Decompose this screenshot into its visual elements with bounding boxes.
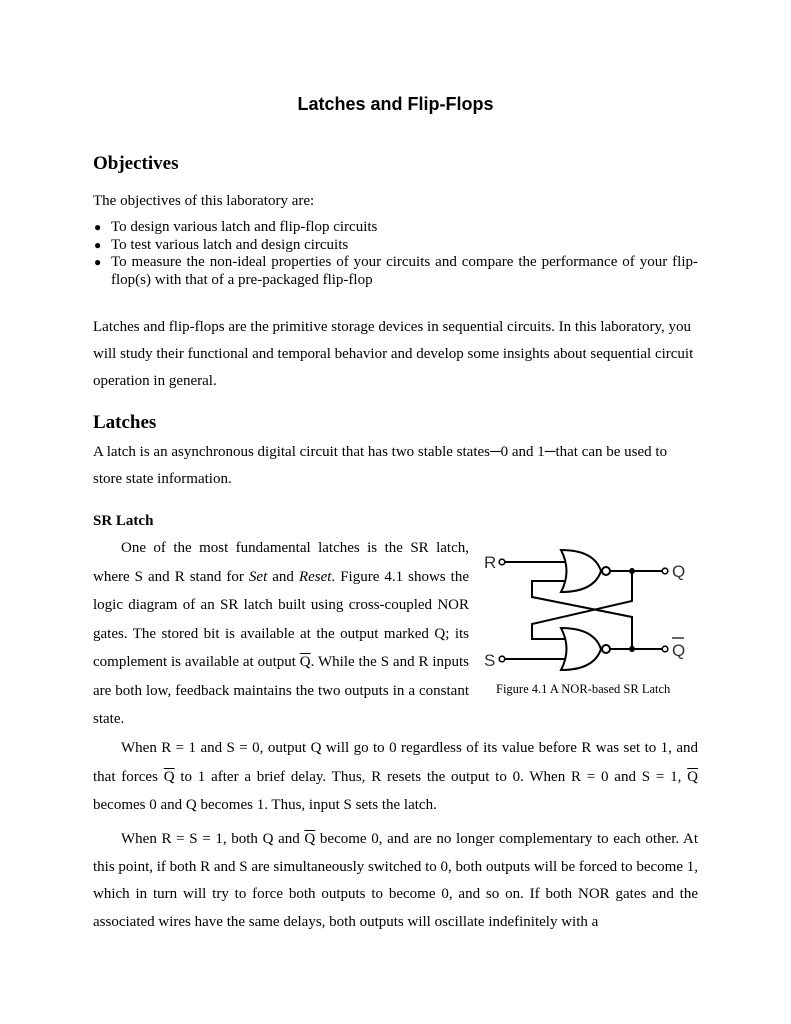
nor-bottom-bubble <box>602 645 610 653</box>
label-s: S <box>484 651 496 670</box>
list-item: ● To design various latch and flip-flop circuits <box>94 219 378 235</box>
junction-dot-qbar <box>629 646 635 652</box>
sr-paragraph-2: When R = 1 and S = 0, output Q will go to 0 regardless of its value before R was set to 1, and that forces $\overline{Q}$ to 1 after a brief delay. Thus, R resets the output to 0. When R = 0 and S = 1, $\overline{Q}$ becomes 0 and Q becomes 1. Thus, input S sets the latch. <box>93 740 698 813</box>
latches-paragraph: A latch is an asynchronous digital circuit that has two stable states─0 and 1─that can be used to store state information. <box>93 444 668 487</box>
bullet-icon: ● <box>94 237 102 252</box>
nor-top-bubble <box>602 567 610 575</box>
s-terminal <box>499 656 505 662</box>
bullet-icon: ● <box>94 220 102 234</box>
q-terminal <box>662 568 668 574</box>
sr-paragraph-3: When R = S = 1, both Q and $\overline{Q}$ become 0, and are no longer complementary to each other. At this point, if both R and S are simultaneously switched to 0, both outputs will be forced to become 1, which in turn will try to force both outputs to become 0, and so on. If both NOR gates and the associated wires have the same delays, both outputs will oscillate indefinitely with a <box>93 831 698 930</box>
sr-latch-heading: SR Latch <box>93 513 154 529</box>
r-terminal <box>499 559 505 565</box>
list-item: ● To test various latch and design circuits <box>94 236 349 253</box>
bullet-icon: ● <box>94 255 102 269</box>
page-title: Latches and Flip-Flops <box>297 94 494 114</box>
label-r: R <box>484 553 497 572</box>
label-q: Q <box>672 562 686 581</box>
objectives-heading: Objectives <box>93 153 179 174</box>
nor-gate-bottom <box>561 628 601 670</box>
objectives-intro: The objectives of this laboratory are: <box>93 193 315 209</box>
sr-paragraph-1: One of the most fundamental latches is the SR latch, where S and R stand for Set and Reset. Figure 4.1 shows the logic diagram of an SR latch built using cross-coupled NOR gates. The stored bit is available at the output marked Q; its complement is available at output $\overline{Q}$. While the S and R inputs are both low, feedback maintains the two outputs in a constant state. <box>93 540 469 727</box>
label-qbar: Q <box>672 641 686 660</box>
intro-paragraph: Latches and flip-flops are the primitive storage devices in sequential circuits. In this laboratory, you will study their functional and temporal behavior and develop some insights about sequential circuit operation in general. <box>93 319 694 389</box>
nor-gate-top <box>561 550 601 592</box>
objectives-list <box>93 219 698 289</box>
junction-dot-q <box>629 568 635 574</box>
latches-heading: Latches <box>93 412 157 433</box>
figure-caption: Figure 4.1 A NOR-based SR Latch <box>496 682 671 696</box>
list-item: ● To measure the non-ideal properties of your circuits and compare the performance of your flip-flop(s) with that of a pre-packaged flip-flop <box>94 254 698 288</box>
qbar-terminal <box>662 646 668 652</box>
sr-latch-diagram <box>482 545 692 675</box>
